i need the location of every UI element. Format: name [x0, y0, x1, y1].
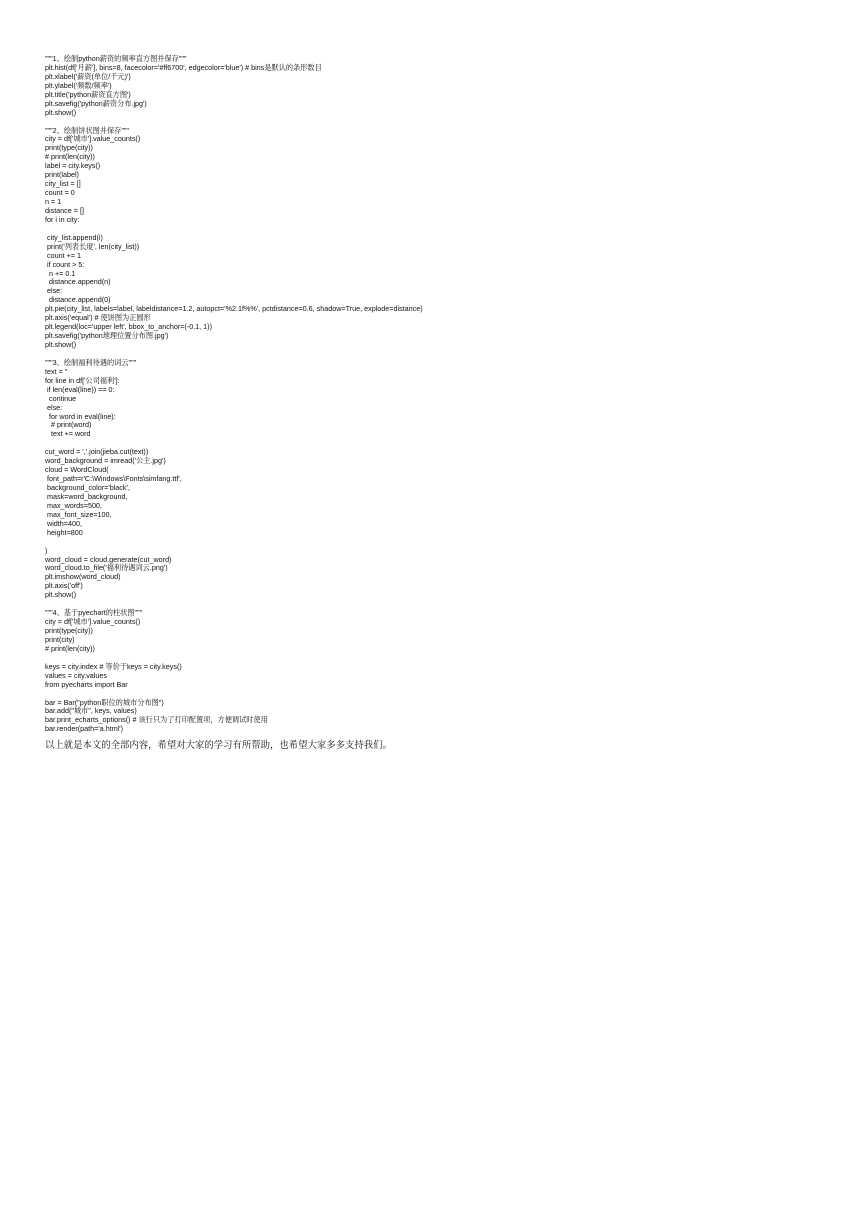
code-line: bar.add("城市", keys, values) — [45, 706, 137, 716]
code-line — [45, 538, 845, 547]
document-page — [45, 55, 845, 753]
code-line: """3、绘制福利待遇的词云""" — [45, 357, 137, 367]
code-line: city_list = [] — [45, 179, 81, 189]
code-line: text = '' — [45, 366, 68, 376]
code-line: plt.savefig('python薪资分布.jpg') — [45, 98, 147, 108]
code-line: distance.append(n) — [45, 277, 111, 287]
code-line: city = df['城市'].value_counts() — [45, 617, 141, 627]
code-line — [45, 439, 845, 448]
code-line: for line in df['公司福利']: — [45, 375, 120, 385]
code-line: background_color='black', — [45, 483, 130, 492]
code-line: plt.show() — [45, 340, 77, 349]
code-line: count = 0 — [45, 188, 75, 198]
code-line: """4、基于pyechart的柱状图""" — [45, 608, 143, 618]
code-line: if count > 5: — [45, 259, 85, 269]
code-line: word_cloud = cloud.generate(cut_word) — [45, 554, 172, 564]
code-line: print(label) — [45, 170, 79, 180]
code-line: distance = [] — [45, 205, 84, 215]
code-line: plt.pie(city_list, labels=label, labeldistance=1.2, autopct='%2.1f%%', pctdistance=0.6, shadow=True, explode=distance) — [45, 304, 423, 314]
code-line: for word in eval(line): — [45, 411, 116, 421]
code-line: plt.ylabel('频数/频率') — [45, 80, 112, 90]
code-line: n = 1 — [45, 197, 62, 206]
code-line: plt.xlabel('薪资(单位/千元)') — [45, 71, 131, 81]
code-line: for i in city: — [45, 214, 80, 224]
code-line: label = city.keys() — [45, 161, 101, 171]
code-line: city = df['城市'].value_counts() — [45, 134, 141, 144]
code-line: plt.savefig('python地理位置分布图.jpg') — [45, 331, 169, 341]
code-line: bar.render(path='a.html') — [45, 724, 124, 734]
code-line: print(type(city)) — [45, 143, 93, 153]
code-line: print(city) — [45, 634, 75, 644]
code-line — [45, 118, 845, 127]
code-line: max_words=500, — [45, 500, 102, 510]
code-line: else: — [45, 402, 63, 412]
code-line: values = city.values — [45, 670, 107, 680]
code-line: mask=word_background, — [45, 491, 128, 501]
code-line: plt.hist(df['月薪'], bins=8, facecolor='#ff6700', edgecolor='blue') # bins是默认的条形数目 — [45, 62, 322, 72]
code-line: width=400, — [45, 518, 82, 528]
code-line: cloud = WordCloud( — [45, 465, 109, 475]
code-line: count += 1 — [45, 250, 81, 260]
code-line: plt.axis('off') — [45, 581, 83, 591]
code-line: plt.imshow(word_cloud) — [45, 572, 121, 582]
code-line — [45, 600, 845, 609]
code-line: from pyecharts import Bar — [45, 679, 128, 689]
code-line: # print(len(city)) — [45, 643, 95, 653]
code-line: """2、绘制饼状图并保存""" — [45, 125, 129, 135]
code-line: print('列表长度', len(city_list)) — [45, 241, 140, 251]
code-line: n += 0.1 — [45, 268, 76, 278]
code-line: plt.title('python薪资直方图') — [45, 89, 131, 99]
closing-paragraph: 以上就是本文的全部内容，希望对大家的学习有所帮助，也希望大家多多支持我们。 — [45, 740, 392, 752]
code-line: plt.show() — [45, 107, 77, 117]
code-line: word_cloud.to_file('福利待遇词云.png') — [45, 563, 168, 573]
code-line: ) — [45, 545, 48, 555]
code-line: distance.append(0) — [45, 295, 111, 305]
code-line — [45, 225, 845, 234]
code-line: word_background = imread('公主.jpg') — [45, 456, 166, 466]
code-line: cut_word = ','.join(jieba.cut(text)) — [45, 447, 149, 457]
code-block — [45, 55, 845, 734]
code-line: plt.legend(loc='upper left', bbox_to_anchor=(-0.1, 1)) — [45, 322, 212, 332]
code-line: text += word — [45, 429, 91, 439]
code-line: height=800 — [45, 527, 83, 537]
code-line: bar.print_echarts_options() # 该行只为了打印配置项，方便调试时使用 — [45, 715, 268, 725]
code-line: plt.show() — [45, 590, 77, 600]
code-line: else: — [45, 286, 63, 296]
code-line: bar = Bar("python职位的城市分布图") — [45, 697, 164, 707]
code-line: plt.axis('equal') # 使饼图为正圆形 — [45, 313, 151, 323]
code-line: city_list.append(i) — [45, 232, 103, 242]
code-line — [45, 350, 845, 359]
code-line — [45, 690, 845, 699]
code-line: max_font_size=100, — [45, 509, 112, 519]
code-line: keys = city.index # 等价于keys = city.keys() — [45, 661, 182, 671]
code-line: # print(word) — [45, 420, 92, 430]
code-line: if len(eval(line)) == 0: — [45, 384, 115, 394]
code-line: # print(len(city)) — [45, 152, 95, 162]
code-line: """1、绘制python薪资的频率直方图并保存""" — [45, 54, 187, 63]
code-line: font_path=r'C:\Windows\Fonts\simfang.ttf', — [45, 474, 182, 484]
code-line: continue — [45, 393, 77, 403]
code-line: print(type(city)) — [45, 626, 93, 635]
